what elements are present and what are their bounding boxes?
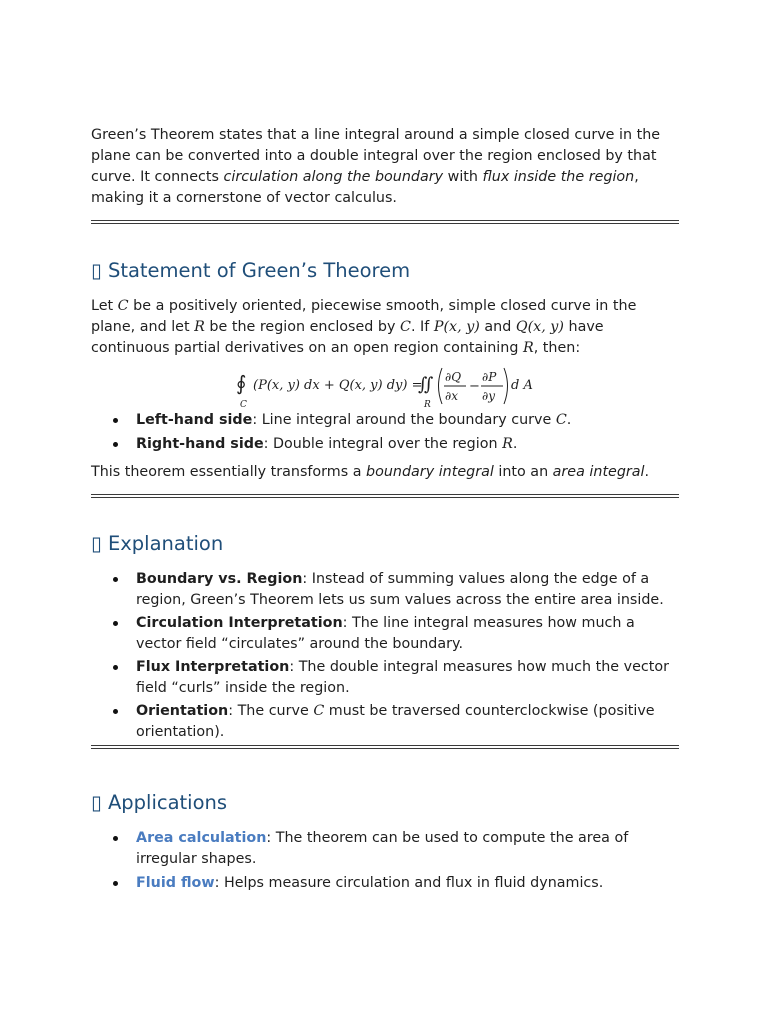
statement-paragraph [91, 296, 679, 359]
intro-text: , making it a cornerstone of vector calculus. [91, 169, 639, 206]
text-run: and [479, 319, 516, 335]
bullet-term: Left-hand side [136, 412, 253, 428]
missing-glyph-icon: ▯ [91, 532, 102, 555]
text-run: . [644, 464, 650, 480]
text-run: have continuous partial derivatives on an open region containing [91, 319, 604, 356]
emphasis-boundary-integral: boundary integral [366, 464, 494, 480]
math-var-c: C [117, 298, 129, 314]
link-fluid-flow[interactable]: Fluid flow [136, 875, 215, 891]
right-paren [504, 368, 508, 404]
emphasis-area-integral: area integral [552, 464, 645, 480]
explanation-bullet-list [91, 569, 679, 743]
math-var-c: C [313, 703, 325, 719]
section-heading-applications [91, 790, 679, 816]
text-run: be a positively oriented, piecewise smooth, simple closed curve in the plane, and let [91, 298, 637, 335]
statement-bullet-list [91, 410, 679, 455]
section-divider [91, 494, 679, 498]
bullet-term: Boundary vs. Region [136, 571, 303, 587]
intro-emphasis-flux: flux inside the region [482, 169, 635, 185]
bullet-term: Flux Interpretation [136, 659, 290, 675]
list-item [136, 613, 679, 655]
missing-glyph-icon: ▯ [91, 791, 102, 814]
heading-text: Explanation [107, 532, 224, 555]
link-area-calculation[interactable]: Area calculation [136, 830, 267, 846]
math-var-r: R [194, 319, 205, 335]
list-item [136, 569, 679, 611]
section-divider [91, 220, 679, 224]
bullet-text: : Helps measure circulation and flux in fluid dynamics. [214, 875, 604, 891]
intro-text: with [443, 169, 483, 185]
applications-bullet-list [91, 828, 679, 894]
section-heading-explanation [91, 531, 679, 557]
text-run: This theorem essentially transforms a [91, 464, 367, 480]
math-var-c: C [400, 319, 411, 335]
double-integral-symbol: ∬ [418, 374, 434, 395]
fraction-denominator-dy: ∂y [482, 389, 495, 403]
text-run: , then: [533, 340, 581, 356]
list-item [136, 828, 679, 870]
bullet-text: must be traversed counterclockwise (positive orientation). [136, 703, 655, 740]
math-var-r: R [502, 436, 513, 452]
contour-integral-symbol: ∮ [236, 371, 247, 395]
bullet-text: . [566, 412, 572, 428]
bullet-text: : Instead of summing values along the edge of a region, Green’s Theorem lets us sum values across the entire area inside. [136, 571, 664, 608]
text-run: . If [410, 319, 434, 335]
math-var-q: Q(x, y) [515, 319, 564, 335]
formula-lhs: (P(x, y) dx + Q(x, y) dy) = [253, 378, 423, 393]
greens-theorem-formula [91, 362, 679, 410]
math-var-p: P(x, y) [433, 319, 480, 335]
text-run: into an [493, 464, 553, 480]
intro-emphasis-circulation: circulation along the boundary [223, 169, 444, 185]
math-var-c: C [555, 412, 567, 428]
fraction-numerator-dq: ∂Q [445, 370, 462, 384]
math-var-r: R [522, 340, 534, 356]
bullet-text: : The curve [228, 703, 314, 719]
intro-text: Green’s Theorem states that a line integral around a simple closed curve in the plane can be converted into a double integral over the region enclosed by that curve. It connects [91, 127, 661, 185]
double-integral-subscript: R [424, 400, 431, 410]
text-run: Let [91, 298, 118, 314]
heading-text: Applications [107, 791, 228, 814]
heading-text: Statement of Green’s Theorem [107, 259, 411, 282]
formula-graphic [91, 362, 679, 410]
contour-subscript: C [240, 400, 247, 410]
fraction-numerator-dp: ∂P [482, 370, 497, 384]
list-item [136, 434, 679, 455]
document-body [91, 125, 679, 897]
bullet-text: : The double integral measures how much the vector field “curls” inside the region. [136, 659, 669, 696]
bullet-term: Circulation Interpretation [136, 615, 343, 631]
bullet-text: : The theorem can be used to compute the area of irregular shapes. [136, 830, 629, 867]
bullet-text: : Double integral over the region [263, 436, 503, 452]
bullet-text: . [512, 436, 518, 452]
missing-glyph-icon: ▯ [91, 259, 102, 282]
bullet-text: : The line integral measures how much a vector field “circulates” around the boundary. [136, 615, 635, 652]
text-run: be the region enclosed by [204, 319, 400, 335]
list-item [136, 410, 679, 431]
intro-paragraph [91, 125, 679, 209]
minus-sign: − [469, 379, 480, 394]
section-heading-statement [91, 258, 679, 284]
statement-closing-paragraph [91, 462, 679, 483]
bullet-term: Right-hand side [136, 436, 264, 452]
formula-da: d A [511, 378, 533, 393]
section-divider [91, 745, 679, 749]
bullet-term: Orientation [136, 703, 229, 719]
fraction-denominator-dx: ∂x [445, 389, 458, 403]
list-item [136, 701, 679, 743]
left-paren [439, 368, 443, 404]
list-item [136, 657, 679, 699]
bullet-text: : Line integral around the boundary curve [252, 412, 556, 428]
list-item [136, 873, 679, 894]
